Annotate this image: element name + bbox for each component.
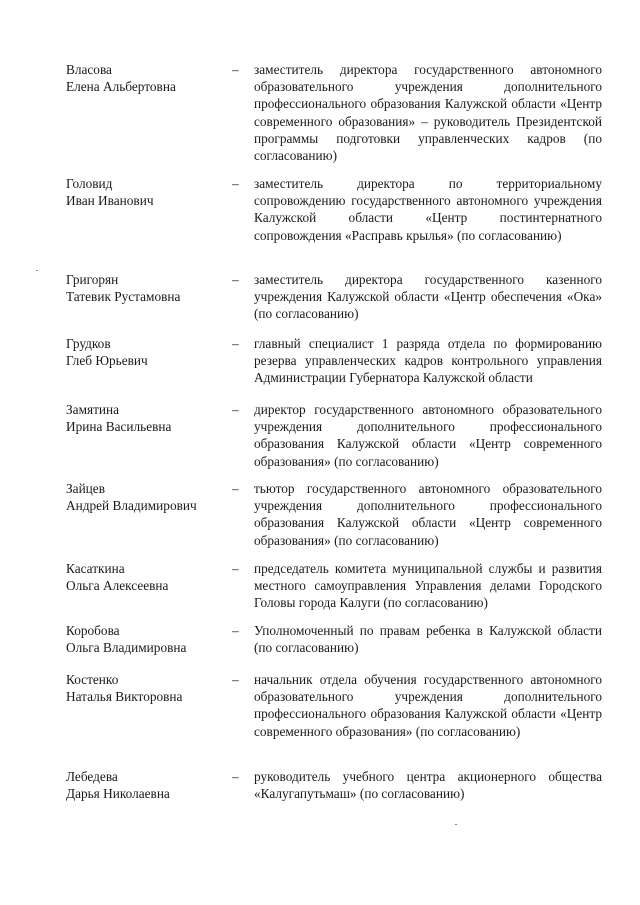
dash-separator: –	[232, 561, 239, 576]
person-name	[66, 61, 236, 95]
person-given-names: Наталья Викторовна	[66, 689, 183, 704]
person-name	[66, 175, 236, 209]
person-given-names: Андрей Владимирович	[66, 498, 197, 513]
person-surname: Зайцев	[66, 481, 105, 496]
person-surname: Лебедева	[66, 769, 118, 784]
person-surname: Коробова	[66, 623, 120, 638]
person-given-names: Ирина Васильевна	[66, 419, 172, 434]
person-position: начальник отдела обучения государственного автономного образовательного учреждения дополнительного профессионального образования Калужской области «Центр современного образования» (по согласованию)	[254, 672, 602, 739]
person-surname: Головид	[66, 176, 113, 191]
person-surname: Замятина	[66, 402, 120, 417]
dash-separator: –	[232, 62, 239, 77]
person-position: директор государственного автономного образовательного учреждения дополнительного профессионального образования Калужской области «Центр современного образования» (по согласованию)	[254, 402, 602, 469]
person-surname: Грудков	[66, 336, 111, 351]
dash-separator: –	[232, 672, 239, 687]
dash-separator: –	[232, 176, 239, 191]
person-position: председатель комитета муниципальной службы и развития местного самоуправления Управления делами Городского Головы города Калуги (по согласованию)	[254, 561, 602, 611]
person-given-names: Ольга Владимировна	[66, 640, 187, 655]
person-given-names: Ольга Алексеевна	[66, 578, 169, 593]
dash-separator: –	[232, 336, 239, 351]
dash-separator: –	[232, 481, 239, 496]
scan-speck	[36, 270, 38, 271]
person-given-names: Иван Иванович	[66, 193, 154, 208]
person-name	[66, 622, 236, 656]
person-name	[66, 335, 236, 369]
person-surname: Касаткина	[66, 561, 125, 576]
dash-separator: –	[232, 623, 239, 638]
person-given-names: Дарья Николаевна	[66, 786, 170, 801]
person-name	[66, 560, 236, 594]
person-position: Уполномоченный по правам ребенка в Калужской области (по согласованию)	[254, 623, 602, 656]
person-name	[66, 271, 236, 305]
person-given-names: Татевик Рустамовна	[66, 289, 181, 304]
person-given-names: Елена Альбертовна	[66, 79, 176, 94]
person-position: руководитель учебного центра акционерного общества «Калугапутьмаш» (по согласованию)	[254, 769, 602, 802]
person-name	[66, 671, 236, 705]
person-position: заместитель директора государственного автономного образовательного учреждения дополнительного профессионального образования Калужской области «Центр современного образования» – руководитель Президентской программы подготовки управленческих кадров (по согласованию)	[254, 62, 602, 164]
dash-separator: –	[232, 272, 239, 287]
person-surname: Григорян	[66, 272, 119, 287]
person-position: заместитель директора государственного казенного учреждения Калужской области «Центр обеспечения «Ока» (по согласованию)	[254, 272, 602, 322]
person-position: главный специалист 1 разряда отдела по формированию резерва управленческих кадров контрольного управления Администрации Губернатора Калужской области	[254, 336, 602, 386]
person-name	[66, 480, 236, 514]
scan-speck	[455, 824, 457, 825]
person-position: заместитель директора по территориальному сопровождению государственного автономного учреждения Калужской области «Центр постинтернатного сопровождения «Расправь крылья» (по согласованию)	[254, 176, 602, 243]
dash-separator: –	[232, 769, 239, 784]
person-surname: Костенко	[66, 672, 119, 687]
person-position: тьютор государственного автономного образовательного учреждения дополнительного профессионального образования Калужской области «Центр современного образования» (по согласованию)	[254, 481, 602, 548]
person-given-names: Глеб Юрьевич	[66, 353, 148, 368]
person-name	[66, 768, 236, 802]
person-name	[66, 401, 236, 435]
person-surname: Власова	[66, 62, 112, 77]
dash-separator: –	[232, 402, 239, 417]
